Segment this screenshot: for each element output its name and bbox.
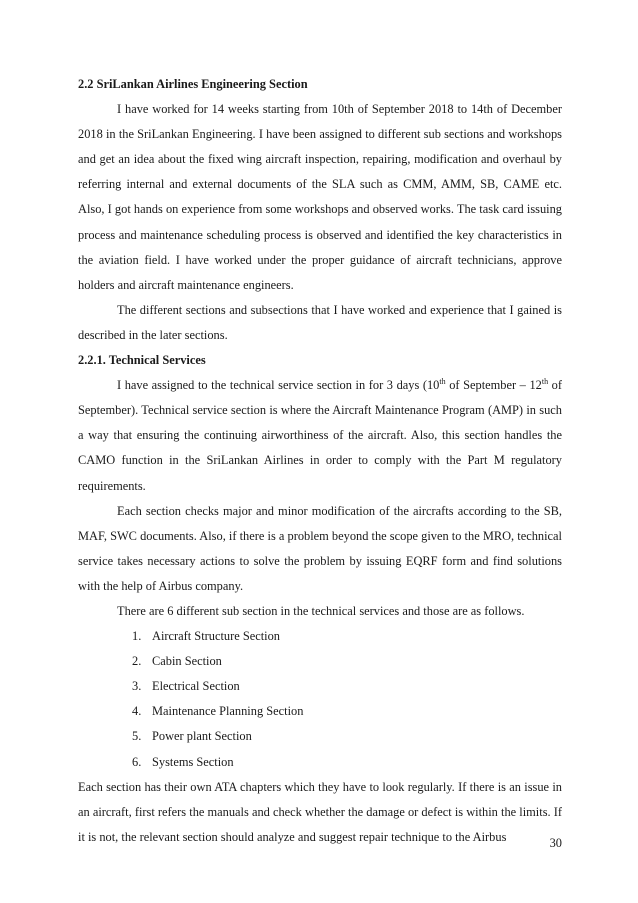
list-text: Systems Section [152,754,234,769]
section-heading: 2.2 SriLankan Airlines Engineering Section [78,77,308,91]
section-paragraph-1: I have worked for 14 weeks starting from 10th of September 2018 to 14th of December 2018 in the SriLankan Engineering. I have been assigned to different sub sections and workshops and get an idea about the fixed wing aircraft inspection, repairing, modification and overhaul by referring internal and external documents of the SLA such as CMM, AMM, SB, CAME etc. Also, I got hands on experience from some workshops and observed works. The task card issuing process and maintenance scheduling process is observed and identified the key characteristics in the aviation field. I have worked under the proper guidance of aircraft technicians, approve holders and aircraft maintenance engineers. [78,102,562,292]
list-number: 6. [132,754,142,769]
subsection-paragraph-1 [78,373,562,498]
list-item [78,674,562,699]
list-text: Aircraft Structure Section [152,629,280,644]
list-text: Power plant Section [152,729,252,744]
list-text: Cabin Section [152,654,222,669]
list-text: Maintenance Planning Section [152,704,304,719]
list-number: 1. [132,629,142,644]
list-number: 5. [132,729,142,744]
list-number: 3. [132,679,142,694]
subsection-paragraph-2: Each section checks major and minor modification of the aircrafts according to the SB, MAF, SWC documents. Also, if there is a problem beyond the scope given to the MRO, technical service takes necessary actions to solve the problem by issuing EQRF form and find solutions with the help of Airbus company. [78,503,562,593]
list-number: 2. [132,654,142,669]
section-paragraph-2: The different sections and subsections that I have worked and experience that I gained is described in the later sections. [78,302,562,342]
sub-section-list [78,624,562,775]
list-number: 4. [132,704,142,719]
list-item [78,649,562,674]
text-span: I have assigned to the technical service section in for 3 days (10 [117,378,440,393]
superscript: th [439,377,446,386]
list-text: Electrical Section [152,679,240,694]
list-item [78,699,562,724]
superscript: th [541,377,549,386]
text-span: of September). Technical service section is where the Aircraft Maintenance Program (AMP) in such a way that ensuring the continuing airworthiness of the aircraft. Also, this section handles the CAMO function in the SriLankan Airlines in order to comply with the Part M regulatory requirements. [78,378,562,493]
page-number: 30 [549,836,562,850]
text-span: of September – 12 [445,378,542,393]
list-item [78,724,562,749]
document-page [78,72,562,850]
subsection-paragraph-3: There are 6 different sub section in the technical services and those are as follows. [117,603,525,618]
subsection-heading: 2.2.1. Technical Services [78,353,206,368]
list-item [78,624,562,649]
subsection-paragraph-4: Each section has their own ATA chapters which they have to look regularly. If there is an issue in an aircraft, first refers the manuals and check whether the damage or defect is within the limits. If it is not, the relevant section should analyze and suggest repair technique to the Airbus [78,779,562,844]
list-item [78,750,562,775]
